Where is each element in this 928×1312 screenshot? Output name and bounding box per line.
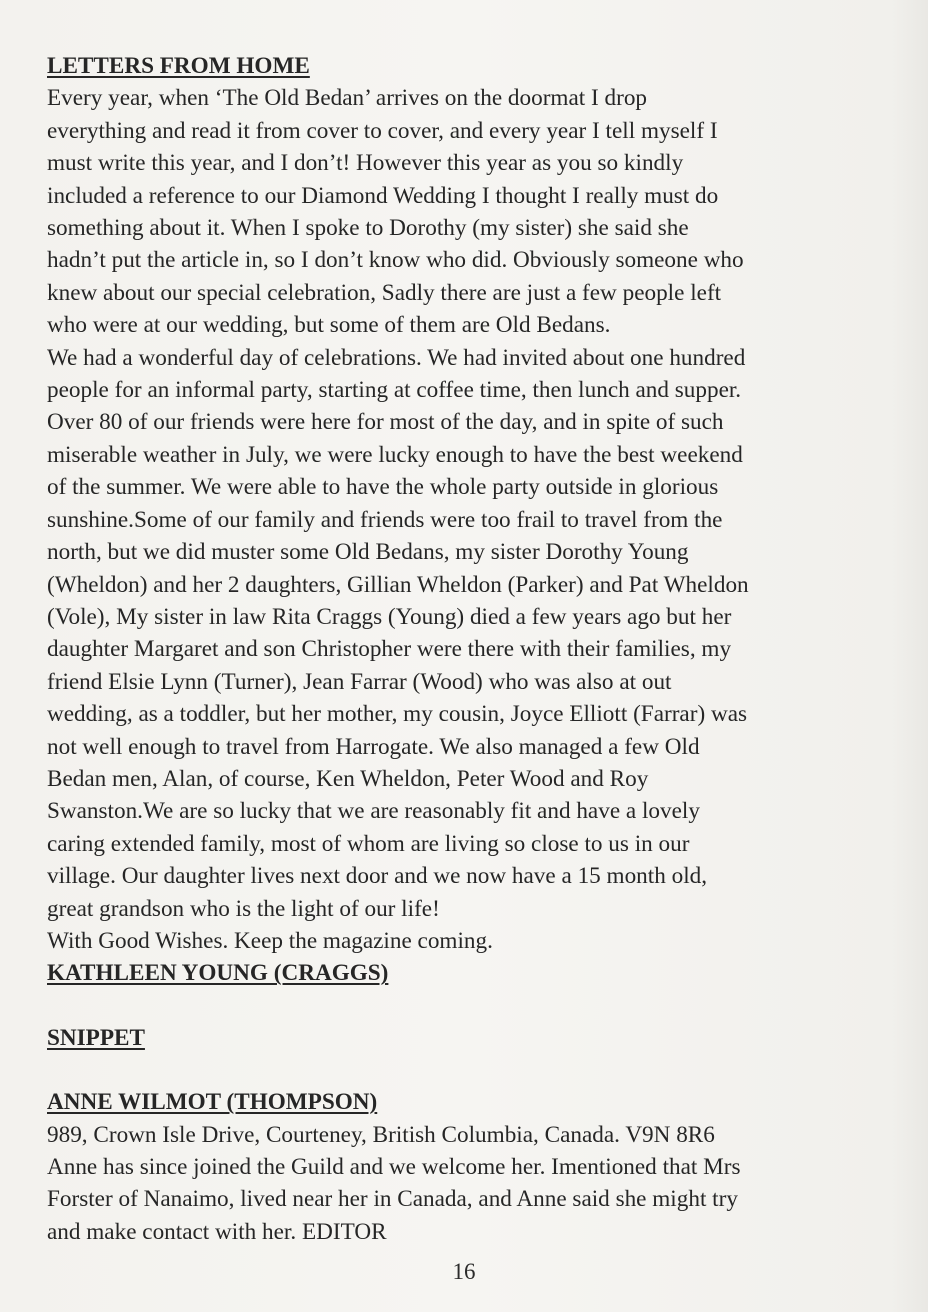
letter-line: village. Our daughter lives next door and we now have a 15 month old, (47, 863, 708, 890)
snippet-heading: SNIPPET (47, 1024, 145, 1051)
anne-line: Forster of Nanaimo, lived near her in Canada, and Anne said she might try (47, 1186, 738, 1213)
letter-line: hadn’t put the article in, so I don’t know who did. Obviously someone who (47, 247, 744, 274)
letter-line: great grandson who is the light of our life! (47, 895, 440, 922)
letter-line: everything and read it from cover to cover, and every year I tell myself I (47, 117, 718, 144)
section-spacer (47, 990, 892, 1022)
letter-line: of the summer. We were able to have the whole party outside in glorious (47, 474, 719, 501)
anne-wilmot-section (47, 1086, 892, 1248)
letter-line: who were at our wedding, but some of them are Old Bedans. (47, 312, 611, 339)
letter-line: Over 80 of our friends were here for most of the day, and in spite of such (47, 409, 724, 436)
letter-line: not well enough to travel from Harrogate. We also managed a few Old (47, 733, 700, 760)
letter-line: We had a wonderful day of celebrations. We had invited about one hundred (47, 344, 746, 371)
letters-heading: LETTERS FROM HOME (47, 53, 310, 79)
letter-line: Bedan men, Alan, of course, Ken Wheldon, Peter Wood and Roy (47, 765, 649, 792)
letter-body (47, 82, 892, 957)
letter-line: (Wheldon) and her 2 daughters, Gillian Wheldon (Parker) and Pat Wheldon (47, 571, 749, 598)
letter-line: With Good Wishes. Keep the magazine coming. (47, 927, 493, 954)
letter-line: Swanston.We are so lucky that we are reasonably fit and have a lovely (47, 798, 700, 825)
letter-line: caring extended family, most of whom are living so close to us in our (47, 830, 690, 857)
anne-line: and make contact with her. EDITOR (47, 1218, 387, 1245)
letter-line: must write this year, and I don’t! However this year as you so kindly (47, 150, 684, 177)
page-content (47, 50, 892, 1248)
letter-line: north, but we did muster some Old Bedans, my sister Dorothy Young (47, 539, 689, 566)
anne-heading: ANNE WILMOT (THOMPSON) (47, 1089, 378, 1116)
letter-line: something about it. When I spoke to Dorothy (my sister) she said she (47, 215, 689, 242)
letter-line: miserable weather in July, we were lucky enough to have the best weekend (47, 441, 743, 468)
letter-signature: KATHLEEN YOUNG (CRAGGS) (47, 960, 389, 987)
letters-from-home-section (47, 50, 892, 990)
letter-line: included a reference to our Diamond Wedding I thought I really must do (47, 182, 719, 209)
letter-line: daughter Margaret and son Christopher were there with their families, my (47, 636, 732, 663)
letter-line: sunshine.Some of our family and friends were too frail to travel from the (47, 506, 723, 533)
letter-line: (Vole), My sister in law Rita Craggs (Young) died a few years ago but her (47, 603, 732, 630)
anne-line: Anne has since joined the Guild and we welcome her. Imentioned that Mrs (47, 1154, 741, 1180)
page-number: 16 (452, 1259, 476, 1284)
section-spacer (47, 1054, 892, 1086)
letter-line: friend Elsie Lynn (Turner), Jean Farrar (Wood) who was also at out (47, 668, 672, 695)
letter-line: wedding, as a toddler, but her mother, my cousin, Joyce Elliott (Farrar) was (47, 701, 748, 728)
letter-line: knew about our special celebration, Sadly there are just a few people left (47, 279, 722, 306)
letter-line: people for an informal party, starting at coffee time, then lunch and supper. (47, 377, 742, 404)
snippet-section (47, 1022, 892, 1054)
anne-address: 989, Crown Isle Drive, Courteney, British Columbia, Canada. V9N 8R6 (47, 1121, 715, 1148)
letter-line: Every year, when ‘The Old Bedan’ arrives on the doormat I drop (47, 85, 648, 112)
